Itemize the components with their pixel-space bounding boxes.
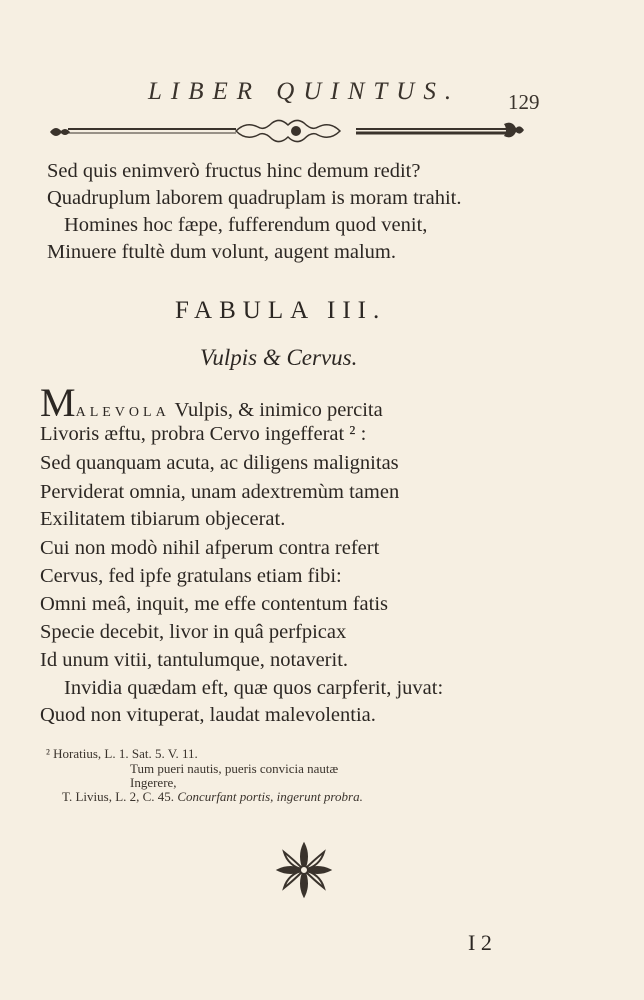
verse-line: Livoris æftu, probra Cervo ingefferat ² : [40,423,367,445]
decorative-rule-icon [46,114,526,150]
fable-subtitle: Vulpis & Cervus. [200,345,358,370]
page-number: 129 [508,90,540,114]
verse-line: Minuere ftultè dum volunt, augent malum. [47,241,397,263]
verse-line: Sed quis enimverò fructus hinc demum redit? [47,160,421,182]
fable-title: FABULA III. [175,297,387,324]
verse-line: Exilitatem tibiarum objecerat. [40,508,286,530]
verse-line: Omni meâ, inquit, me effe contentum fatis [40,593,389,615]
first-line-text: Vulpis, & inimico percita [169,399,383,421]
verse-line: Sed quanquam acuta, ac diligens malignitas [40,452,399,474]
footnote-1 [46,746,198,762]
signature-mark: I 2 [468,930,492,955]
footnote-quote: Tum pueri nautis, pueris convicia nautæ [130,761,339,776]
footnote-quote: Ingerere, [130,775,177,790]
footnote-reference: T. Livius, L. 2, C. 45. [62,789,175,804]
fable-first-line [40,380,383,425]
fleuron-ornament-icon [272,838,336,902]
verse-line: Homines hoc fæpe, fufferendum quod venit, [64,214,428,236]
verse-line: Cervus, fed ipfe gratulans etiam fibi: [40,565,342,587]
verse-line: Id unum vitii, tantulumque, notaverit. [40,649,349,671]
footnote-quote: Concurfant portis, ingerunt probra. [177,789,363,804]
footnote-reference: Horatius, L. 1. Sat. 5. V. 11. [53,746,198,761]
verse-line: Perviderat omnia, unam adextremùm tamen [40,481,400,503]
verse-line: Specie decebit, livor in quâ perfpicax [40,621,347,643]
verse-line: Invidia quædam eft, quæ quos carpferit, juvat: [64,677,444,699]
drop-cap: M [40,380,76,425]
verse-line: Quadruplum laborem quadruplam is moram trahit. [47,187,462,209]
footnote-2 [62,789,363,805]
first-word-smallcaps: alevola [75,399,170,421]
verse-line: Cui non modò nihil afperum contra refert [40,537,380,559]
verse-line: Quod non vituperat, laudat malevolentia. [40,704,376,726]
footnote-marker: ² [46,746,50,761]
running-head: LIBER QUINTUS. [148,78,461,105]
